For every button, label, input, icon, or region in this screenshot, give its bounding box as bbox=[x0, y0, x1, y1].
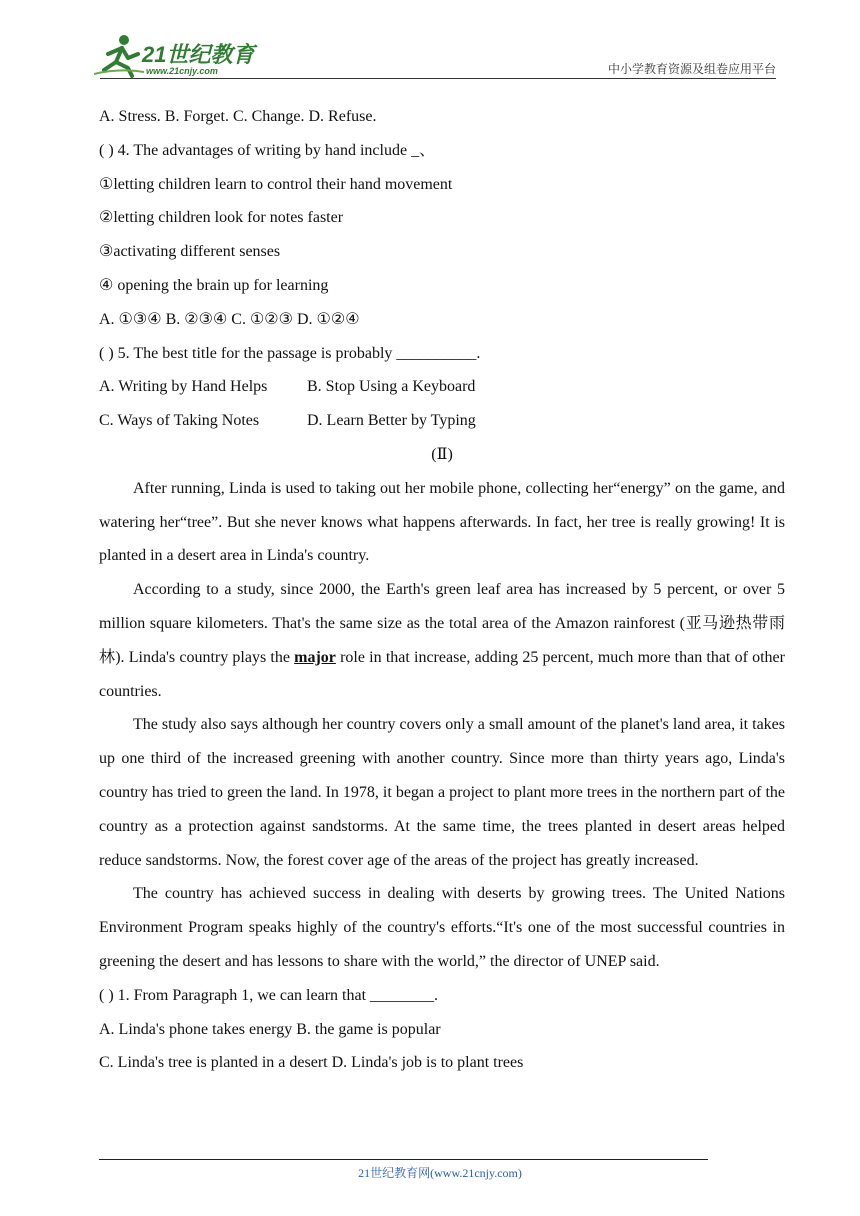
passage-paragraph-4: The country has achieved success in dealing with deserts by growing trees. The United Nations Environment Program speaks highly of the country's efforts.“It's one of the most successful countries in greening the desert and has lessons to share with the world,” the director of UNEP said. bbox=[99, 885, 785, 970]
keyword-major: major bbox=[294, 648, 336, 666]
page-footer: 21世纪教育网(www.21cnjy.com) bbox=[358, 1166, 522, 1180]
q5-options-row-2 bbox=[99, 404, 785, 438]
q5-option-b: B. Stop Using a Keyboard bbox=[307, 378, 476, 396]
passage bbox=[99, 472, 785, 979]
q4-item-2: ②letting children look for notes faster bbox=[99, 209, 344, 227]
q3-options: A. Stress. B. Forget. C. Change. D. Refuse. bbox=[99, 108, 377, 125]
q4-item-1: ①letting children learn to control their hand movement bbox=[99, 175, 453, 193]
passage-paragraph-3: The study also says although her country covers only a small amount of the planet's land area, it takes up one third of the increased greening with another country. Since more than thirty years ago, Linda's country has tried to green the land. In 1978, it began a project to plant more trees in the northern part of the country as a protection against sandstorms. At the same time, the trees planted in desert areas helped reduce sandstorms. Now, the forest cover age of the areas of the project has greatly increased. bbox=[99, 716, 785, 869]
q5-option-c: C. Ways of Taking Notes bbox=[99, 412, 260, 430]
passage-q1-stem: ( ) 1. From Paragraph 1, we can learn that ________. bbox=[99, 986, 439, 1004]
section-label: (Ⅱ) bbox=[431, 445, 453, 463]
q5-option-d: D. Learn Better by Typing bbox=[307, 412, 476, 430]
header-divider bbox=[100, 78, 776, 79]
site-logo bbox=[94, 32, 264, 82]
page-header bbox=[0, 0, 860, 90]
q4-stem: ( ) 4. The advantages of writing by hand include _、 bbox=[99, 141, 436, 159]
paragraph-2-text-before: According to a study, since 2000, the Earth's green leaf area has increased by 5 percent, or over 5 million square kilometers. That's the same size as the total area of the Amazon rainforest (亚马逊热带雨林). Linda's country plays the bbox=[99, 581, 785, 666]
q5-option-a: A. Writing by Hand Helps bbox=[99, 378, 268, 396]
logo-text: 21世纪教育 bbox=[142, 42, 255, 67]
passage-q1-options-ab: A. Linda's phone takes energy B. the game is popular bbox=[99, 1020, 441, 1038]
document-body bbox=[99, 100, 785, 1080]
q4-item-3: ③activating different senses bbox=[99, 243, 281, 261]
q5-stem: ( ) 5. The best title for the passage is probably __________. bbox=[99, 344, 481, 362]
q4-options: A. ①③④ B. ②③④ C. ①②③ D. ①②④ bbox=[99, 310, 360, 328]
logo-url: www.21cnjy.com bbox=[146, 66, 218, 76]
passage-paragraph-1: After running, Linda is used to taking out her mobile phone, collecting her“energy” on the game, and watering her“tree”. But she never knows what happens afterwards. In fact, her tree is really growing! It is planted in a desert area in Linda's country. bbox=[99, 479, 785, 565]
runner-logo-icon bbox=[94, 32, 144, 78]
q5-options-row-1 bbox=[99, 370, 785, 404]
q4-item-4: ④ opening the brain up for learning bbox=[99, 276, 329, 294]
passage-paragraph-2 bbox=[99, 573, 785, 708]
passage-q1-options-cd: C. Linda's tree is planted in a desert D. Linda's job is to plant trees bbox=[99, 1054, 524, 1072]
platform-title: 中小学教育资源及组卷应用平台 bbox=[607, 62, 776, 76]
paragraph-2-text-after: role in that increase, adding 25 percent, much more than that of other countries. bbox=[99, 648, 785, 700]
footer-divider bbox=[99, 1159, 708, 1160]
